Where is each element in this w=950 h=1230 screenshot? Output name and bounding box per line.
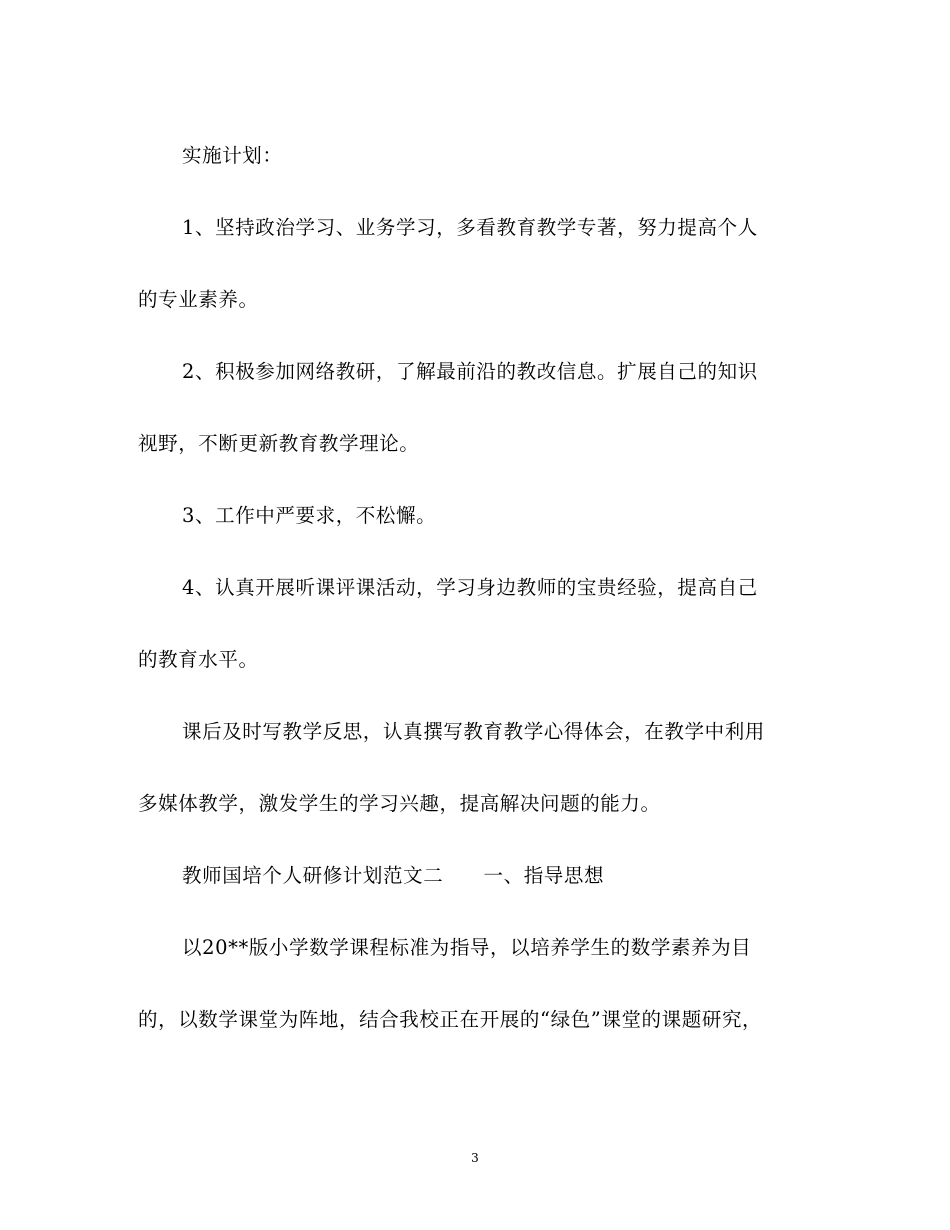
text-line: 多媒体教学，激发学生的学习兴趣，提高解决问题的能力。: [138, 792, 661, 815]
page-number: 3: [471, 1151, 479, 1165]
text-line: 3、工作中严要求，不松懈。: [182, 504, 437, 527]
section-heading: 教师国培个人研修计划范文二 一、指导思想: [182, 864, 605, 887]
text-line: 课后及时写教学反思，认真撰写教育教学心得体会，在教学中利用: [182, 720, 765, 743]
text-line: 4、认真开展听课评课活动，学习身边教师的宝贵经验，提高自己: [182, 576, 758, 599]
text-line: 实施计划：: [182, 144, 283, 167]
text-line: 的教育水平。: [138, 648, 259, 671]
text-line: 2、积极参加网络教研，了解最前沿的教改信息。扩展自己的知识: [182, 360, 758, 383]
text-line: 的专业素养。: [138, 288, 259, 311]
text-line: 视野，不断更新教育教学理论。: [138, 432, 420, 455]
text-line: 以20**版小学数学课程标准为指导，以培养学生的数学素养为目: [182, 936, 752, 959]
text-line: 1、坚持政治学习、业务学习，多看教育教学专著，努力提高个人: [182, 216, 758, 239]
text-line: 的，以数学课堂为阵地，结合我校正在开展的“绿色”课堂的课题研究，: [138, 1008, 763, 1031]
